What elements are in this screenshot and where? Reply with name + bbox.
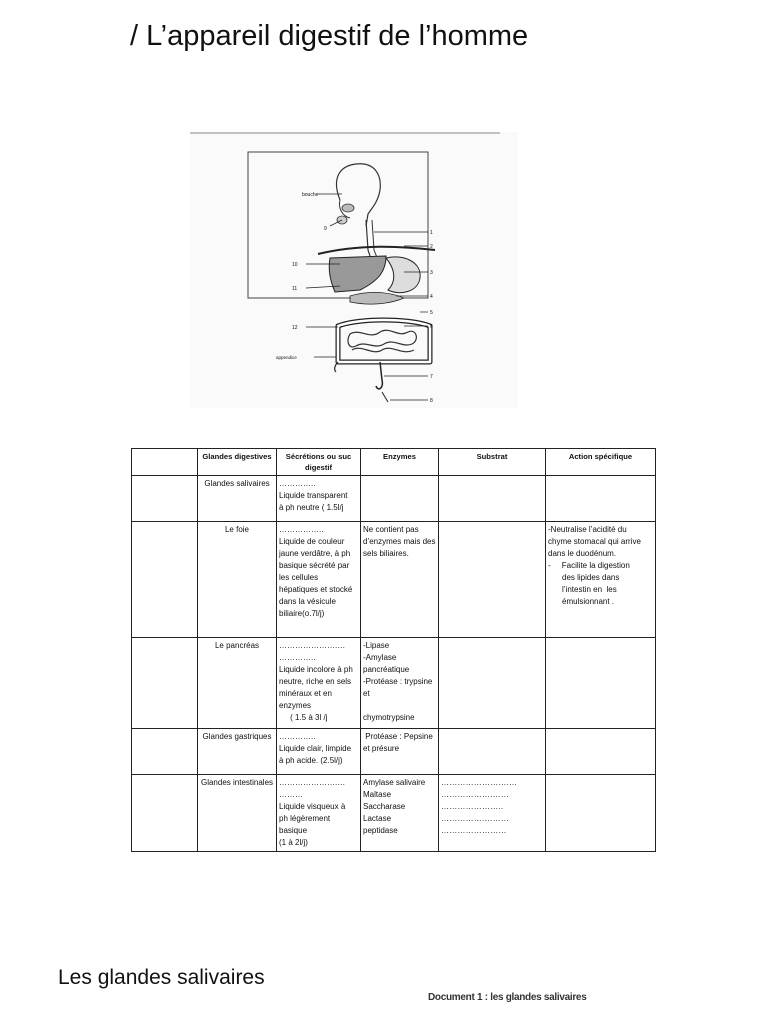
secretion-cell [277,522,361,638]
text-line: Liquide transparent [279,491,348,500]
text-line: chymotrypsine [363,713,415,722]
text-line: d’enzymes mais des [363,537,436,546]
action-cell [546,638,656,729]
header-secretions: Sécrétions ou suc digestif [277,449,361,476]
text-line: ………………….. [441,802,504,811]
text-line: ………………….… [279,778,346,787]
text-line: …………….. [279,525,324,534]
table-row [132,638,656,729]
secretion-cell [277,638,361,729]
label-6: 6 [430,324,433,330]
text-line: …………………… [441,826,507,835]
enzymes-cell [361,775,439,852]
label-12: 12 [292,325,298,331]
label-10: 10 [292,262,298,268]
substrat-cell [439,638,546,729]
document-caption: Document 1 : les glandes salivaires [428,992,587,1003]
text-line: -Lipase [363,641,390,650]
text-line: chyme stomacal qui arrive [548,537,641,546]
text-line: pancréatique [363,665,410,674]
enzymes-cell [361,476,439,522]
text-line: basique [279,826,308,835]
text-line: émulsionnant . [562,597,615,606]
label-1: 1 [430,230,433,236]
label-3: 3 [430,270,433,276]
text-line: biliaire(o.7l/j) [279,609,325,618]
text-line: Ne contient pas [363,525,419,534]
text-line: Liquide incolore à ph [279,665,353,674]
header-glandes: Glandes digestives [198,449,277,476]
header-substrat: Substrat [439,449,546,476]
gland-name: Glandes intestinales [198,775,277,852]
label-4: 4 [430,294,433,300]
text-line: à ph neutre ( 1.5l/j [279,503,344,512]
text-line: neutre, riche en sels [279,677,352,686]
text-line: Lactase [363,814,392,823]
header-empty [132,449,198,476]
table-row [132,729,656,775]
label-bouche: bouche [302,192,319,198]
text-line: Saccharase [363,802,406,811]
text-line: dans le duodénum. [548,549,617,558]
substrat-cell [439,729,546,775]
text-line: et [363,689,370,698]
text-line: ( 1.5 à 3l /j [279,713,328,722]
row-empty-cell [132,729,198,775]
text-line: ………….. [279,653,316,662]
gland-name: Le foie [198,522,277,638]
text-line: ph légèrement [279,814,331,823]
text-line: Liquide visqueux à [279,802,346,811]
text-line: ……………….…… [441,790,510,799]
secretion-cell [277,476,361,522]
label-9: 9 [324,226,327,232]
section-title: Les glandes salivaires [58,966,265,989]
text-line [363,700,436,712]
text-line: Liquide de couleur [279,537,345,546]
text-line: des lipides dans [562,573,620,582]
row-empty-cell [132,638,198,729]
text-line: enzymes [279,701,312,710]
text-line: Protéase : Pepsine [363,732,433,741]
text-line: ………….. [279,732,316,741]
substrat-cell [439,775,546,852]
table-row [132,476,656,522]
text-line: basique sécrété par [279,561,350,570]
header-enzymes: Enzymes [361,449,439,476]
text-line: -Protéase : trypsine [363,677,433,686]
gland-name: Glandes gastriques [198,729,277,775]
enzymes-cell [361,522,439,638]
text-line: dans la vésicule [279,597,336,606]
text-line: ………….. [279,479,316,488]
table-row [132,522,656,638]
page-title: / L’appareil digestif de l’homme [130,20,529,52]
row-empty-cell [132,476,198,522]
enzymes-cell [361,638,439,729]
text-line: Liquide clair, limpide [279,744,352,753]
text-line: ……… [279,790,303,799]
digestive-glands-table [131,448,656,852]
enzymes-cell [361,729,439,775]
secretion-cell [277,775,361,852]
label-11: 11 [292,286,298,292]
label-2: 2 [430,244,433,250]
substrat-cell [439,522,546,638]
gland-name: Glandes salivaires [198,476,277,522]
row-empty-cell [132,775,198,852]
action-cell [546,775,656,852]
text-line: peptidase [363,826,398,835]
text-line: Amylase salivaire [363,778,426,787]
text-line: -Amylase [363,653,397,662]
text-line: les cellules [279,573,319,582]
text-line: jaune verdâtre, à ph [279,549,351,558]
table-header-row [132,449,656,476]
text-line: (1 à 2l/j) [279,838,308,847]
action-cell [546,476,656,522]
action-cell [546,522,656,638]
text-line: Maltase [363,790,392,799]
text-line: …………….……… [441,814,510,823]
text-line: et présure [363,744,400,753]
substrat-cell [439,476,546,522]
text-line: l’intestin en les [562,585,617,594]
text-line: minéraux et en [279,689,332,698]
label-7: 7 [430,374,433,380]
text-line: sels biliaires. [363,549,409,558]
digestive-system-diagram [190,130,520,410]
text-line: ………………….… [279,641,346,650]
text-line: hépatiques et stocké [279,585,353,594]
text-line: …………………….… [441,778,518,787]
text-line: à ph acide. (2.5l/j) [279,756,343,765]
row-empty-cell [132,522,198,638]
label-5: 5 [430,310,433,316]
header-action: Action spécifique [546,449,656,476]
text-line: - Facilite la digestion [548,561,630,570]
secretion-cell [277,729,361,775]
table-row [132,775,656,852]
gland-name: Le pancréas [198,638,277,729]
label-appendice: appendice [276,355,297,360]
label-8: 8 [430,398,433,404]
action-cell [546,729,656,775]
text-line: -Neutralise l’acidité du [548,525,627,534]
